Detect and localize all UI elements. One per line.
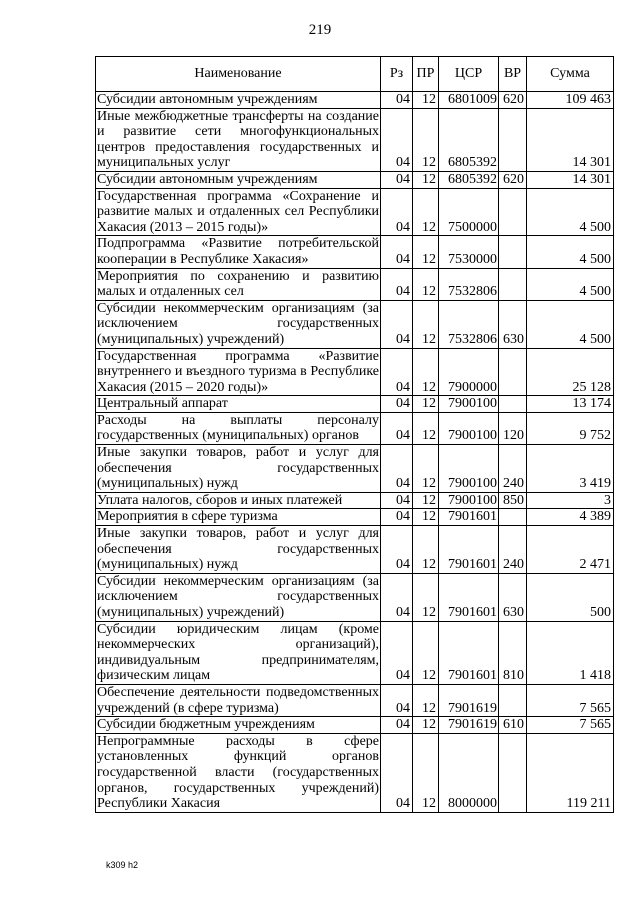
cell-name: Мероприятия по сохранению и развитию малых и отдаленных сел — [97, 268, 379, 300]
cell-sum: 1 418 — [527, 621, 614, 684]
cell-sum: 13 174 — [527, 396, 614, 413]
cell-csr: 7900000 — [439, 348, 499, 396]
page-number: 219 — [308, 22, 332, 38]
cell-name: Центральный аппарат — [96, 396, 381, 413]
cell-rz: 04 — [381, 300, 413, 348]
cell-name: Иные закупки товаров, работ и услуг для обеспечения государственных (муниципальных) нужд — [97, 445, 379, 492]
cell-rz: 04 — [381, 717, 413, 734]
cell-sum: 4 500 — [527, 300, 614, 348]
cell-rz: 04 — [381, 621, 413, 684]
cell-csr: 7532806 — [439, 300, 499, 348]
cell-vr: 630 — [499, 573, 527, 621]
cell-csr: 7900100 — [439, 492, 499, 509]
cell-vr: 240 — [499, 526, 527, 574]
table-row — [96, 573, 614, 621]
cell-csr: 7901601 — [439, 526, 499, 574]
cell-rz: 04 — [381, 92, 413, 109]
cell-vr: 620 — [499, 92, 527, 109]
table-row — [96, 492, 614, 509]
cell-pr: 12 — [413, 300, 439, 348]
cell-vr: 850 — [499, 492, 527, 509]
cell-rz: 04 — [381, 171, 413, 188]
cell-pr: 12 — [413, 108, 439, 171]
table-row — [96, 445, 614, 493]
cell-pr: 12 — [413, 573, 439, 621]
cell-csr: 7901619 — [439, 684, 499, 716]
cell-rz: 04 — [381, 573, 413, 621]
cell-pr: 12 — [413, 733, 439, 812]
cell-vr — [499, 188, 527, 236]
cell-pr: 12 — [413, 526, 439, 574]
cell-name: Уплата налогов, сборов и иных платежей — [96, 492, 381, 509]
cell-pr: 12 — [413, 268, 439, 300]
budget-table — [95, 56, 614, 813]
cell-name: Государственная программа «Сохранение и развитие малых и отдаленных сел Республики Хакасия (2013 – 2015 годы)» — [97, 188, 379, 235]
cell-sum: 7 565 — [527, 684, 614, 716]
cell-pr: 12 — [413, 396, 439, 413]
cell-sum: 3 419 — [527, 445, 614, 493]
table-row — [96, 509, 614, 526]
cell-pr: 12 — [413, 171, 439, 188]
cell-rz: 04 — [381, 445, 413, 493]
cell-pr: 12 — [413, 445, 439, 493]
cell-rz: 04 — [381, 526, 413, 574]
cell-sum: 14 301 — [527, 108, 614, 171]
cell-name: Субсидии некоммерческим организациям (за исключением государственных (муниципальных) учреждений) — [97, 300, 379, 347]
table-row — [96, 300, 614, 348]
table-row — [96, 348, 614, 396]
header-sum: Сумма — [527, 57, 614, 92]
cell-sum: 2 471 — [527, 526, 614, 574]
cell-vr: 810 — [499, 621, 527, 684]
cell-vr — [499, 236, 527, 268]
cell-csr: 7900100 — [439, 412, 499, 444]
cell-sum: 25 128 — [527, 348, 614, 396]
table-row — [96, 526, 614, 574]
cell-csr: 7901601 — [439, 509, 499, 526]
table-row — [96, 717, 614, 734]
cell-sum: 14 301 — [527, 171, 614, 188]
cell-name: Субсидии автономным учреждениям — [96, 92, 381, 109]
cell-name: Иные закупки товаров, работ и услуг для обеспечения государственных (муниципальных) нужд — [97, 526, 379, 573]
cell-vr — [499, 396, 527, 413]
cell-name: Мероприятия в сфере туризма — [96, 509, 381, 526]
cell-pr: 12 — [413, 236, 439, 268]
header-pr: ПР — [413, 57, 439, 92]
table-row — [96, 236, 614, 268]
cell-rz: 04 — [381, 684, 413, 716]
cell-csr: 7532806 — [439, 268, 499, 300]
cell-name: Субсидии юридическим лицам (кроме некоммерческих организаций), индивидуальным предпринимателям, физическим лицам — [97, 621, 379, 684]
table-body — [96, 92, 614, 813]
table-row — [96, 188, 614, 236]
cell-rz: 04 — [381, 268, 413, 300]
cell-name: Непрограммные расходы в сфере установленных функций органов государственной власти (государственных органов, государственных учреждений) Республики Хакасия — [97, 733, 379, 812]
cell-pr: 12 — [413, 621, 439, 684]
cell-rz: 04 — [381, 509, 413, 526]
cell-csr: 7500000 — [439, 188, 499, 236]
cell-pr: 12 — [413, 717, 439, 734]
cell-sum: 4 500 — [527, 188, 614, 236]
cell-pr: 12 — [413, 412, 439, 444]
cell-name: Государственная программа «Развитие внутреннего и въездного туризма в Республике Хакасия (2015 – 2020 годы)» — [97, 348, 379, 395]
cell-sum: 4 500 — [527, 268, 614, 300]
cell-csr: 7901619 — [439, 717, 499, 734]
table-row — [96, 396, 614, 413]
cell-pr: 12 — [413, 509, 439, 526]
cell-vr: 620 — [499, 171, 527, 188]
cell-vr: 630 — [499, 300, 527, 348]
cell-csr: 7900100 — [439, 396, 499, 413]
cell-sum: 3 — [527, 492, 614, 509]
cell-rz: 04 — [381, 396, 413, 413]
cell-vr: 120 — [499, 412, 527, 444]
cell-rz: 04 — [381, 236, 413, 268]
cell-vr — [499, 268, 527, 300]
table-row — [96, 621, 614, 684]
cell-name: Расходы на выплаты персоналу государственных (муниципальных) органов — [97, 412, 379, 444]
cell-pr: 12 — [413, 92, 439, 109]
cell-vr — [499, 509, 527, 526]
cell-rz: 04 — [381, 348, 413, 396]
cell-name: Субсидии некоммерческим организациям (за исключением государственных (муниципальных) учреждений) — [97, 573, 379, 620]
table-row — [96, 171, 614, 188]
cell-csr: 6805392 — [439, 171, 499, 188]
cell-pr: 12 — [413, 188, 439, 236]
table-row — [96, 412, 614, 444]
table-row — [96, 108, 614, 171]
cell-rz: 04 — [381, 108, 413, 171]
cell-name: Иные межбюджетные трансферты на создание и развитие сети многофункциональных центров предоставления государственных и муниципальных услуг — [97, 108, 379, 171]
header-vr: ВР — [499, 57, 527, 92]
cell-rz: 04 — [381, 188, 413, 236]
cell-vr — [499, 684, 527, 716]
cell-sum: 109 463 — [527, 92, 614, 109]
cell-csr: 6805392 — [439, 108, 499, 171]
header-name: Наименование — [96, 57, 381, 92]
cell-pr: 12 — [413, 348, 439, 396]
cell-csr: 7530000 — [439, 236, 499, 268]
cell-rz: 04 — [381, 412, 413, 444]
cell-sum: 9 752 — [527, 412, 614, 444]
cell-pr: 12 — [413, 684, 439, 716]
cell-vr — [499, 108, 527, 171]
cell-vr — [499, 348, 527, 396]
cell-vr: 240 — [499, 445, 527, 493]
header-rz: Рз — [381, 57, 413, 92]
cell-name: Подпрограмма «Развитие потребительской кооперации в Республике Хакасия» — [97, 236, 379, 267]
table-header-row — [96, 57, 614, 92]
cell-vr: 610 — [499, 717, 527, 734]
cell-sum: 4 500 — [527, 236, 614, 268]
cell-sum: 4 389 — [527, 509, 614, 526]
cell-name: Субсидии бюджетным учреждениям — [96, 717, 381, 734]
cell-name: Обеспечение деятельности подведомственных учреждений (в сфере туризма) — [97, 684, 379, 716]
header-csr: ЦСР — [439, 57, 499, 92]
cell-sum: 500 — [527, 573, 614, 621]
cell-rz: 04 — [381, 492, 413, 509]
footer-code: k309 h2 — [106, 860, 139, 870]
table-row — [96, 268, 614, 300]
cell-rz: 04 — [381, 733, 413, 812]
cell-name: Субсидии автономным учреждениям — [96, 171, 381, 188]
cell-csr: 8000000 — [439, 733, 499, 812]
cell-csr: 6801009 — [439, 92, 499, 109]
cell-pr: 12 — [413, 492, 439, 509]
table-row — [96, 684, 614, 716]
cell-sum: 119 211 — [527, 733, 614, 812]
cell-csr: 7901601 — [439, 573, 499, 621]
cell-csr: 7901601 — [439, 621, 499, 684]
table-row — [96, 92, 614, 109]
table-row — [96, 733, 614, 812]
cell-vr — [499, 733, 527, 812]
cell-csr: 7900100 — [439, 445, 499, 493]
cell-sum: 7 565 — [527, 717, 614, 734]
